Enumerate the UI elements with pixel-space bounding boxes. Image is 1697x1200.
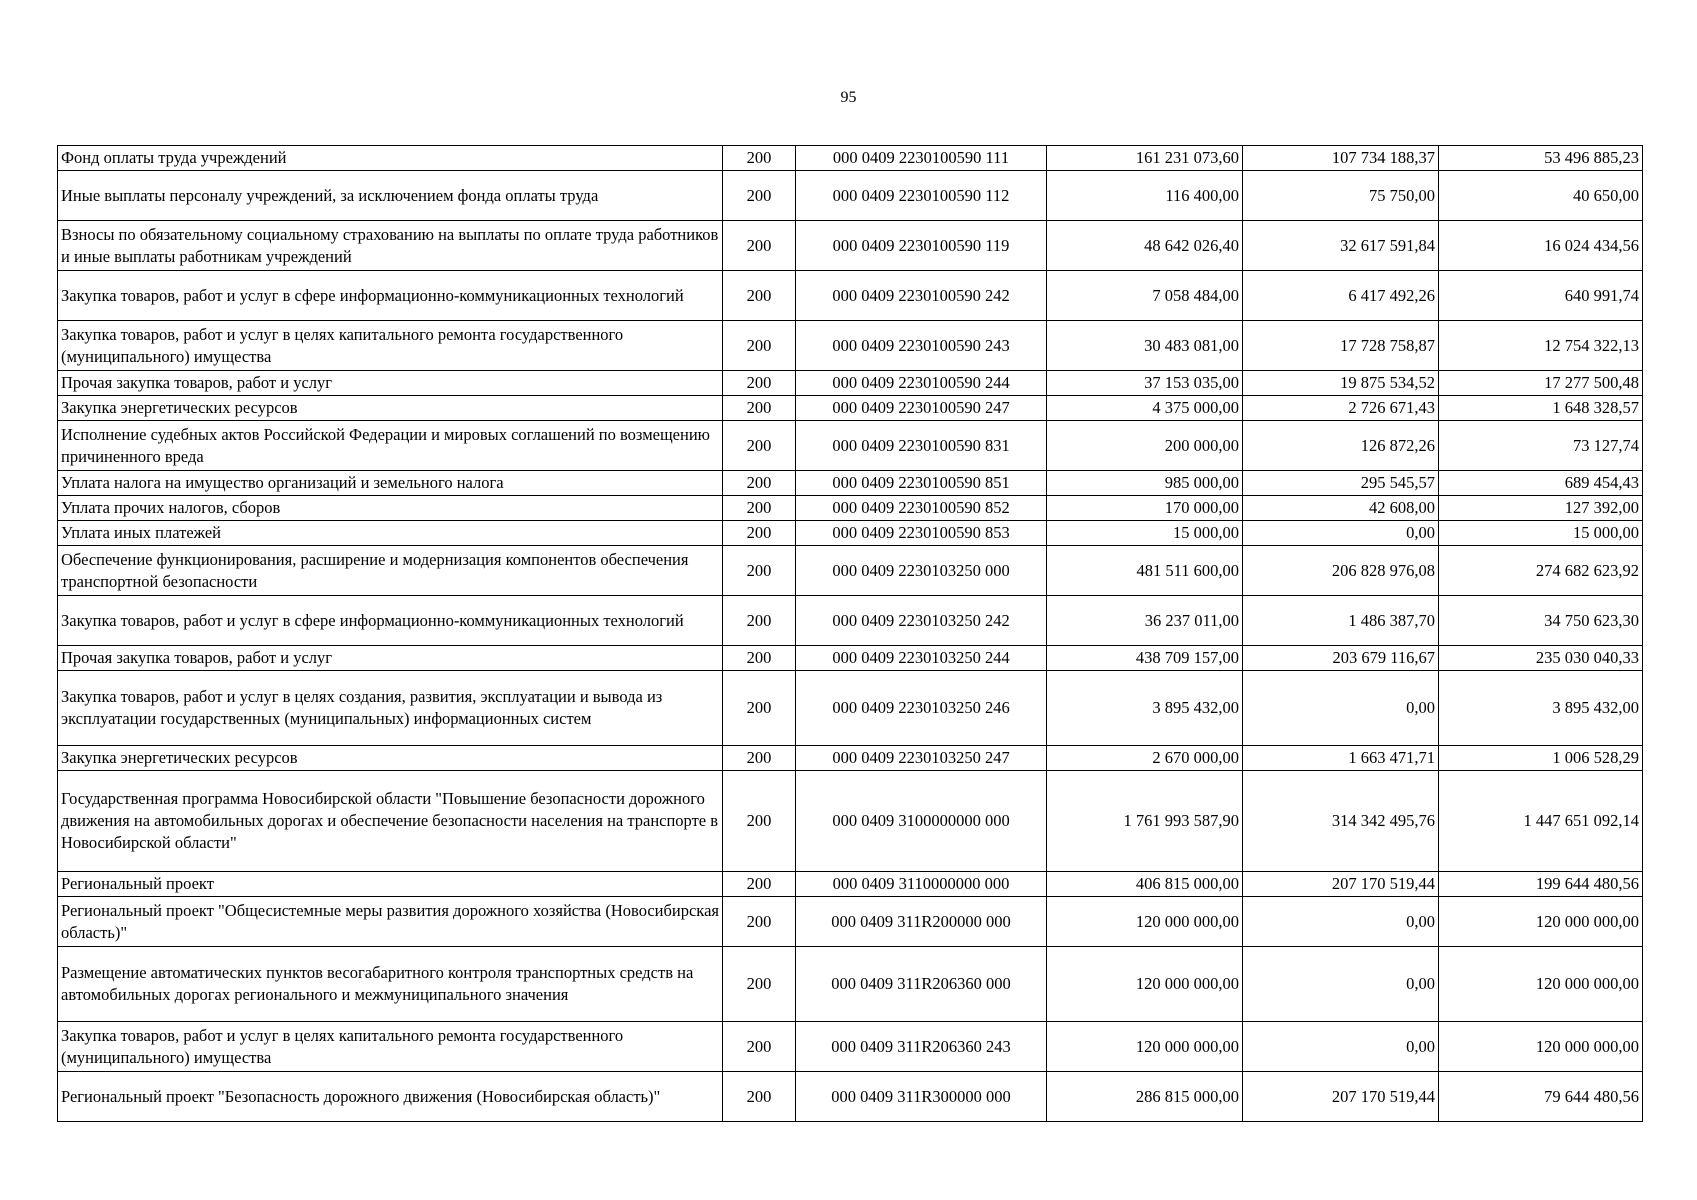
row-executed-amount: 1 663 471,71 bbox=[1243, 746, 1439, 771]
row-classification-code: 000 0409 2230103250 242 bbox=[796, 596, 1047, 646]
table-row bbox=[58, 646, 1643, 671]
row-name: Прочая закупка товаров, работ и услуг bbox=[58, 371, 723, 396]
row-classification-code: 000 0409 2230100590 242 bbox=[796, 271, 1047, 321]
row-classification-code: 000 0409 2230103250 244 bbox=[796, 646, 1047, 671]
row-executed-amount: 107 734 188,37 bbox=[1243, 146, 1439, 171]
row-classification-code: 000 0409 2230100590 119 bbox=[796, 221, 1047, 271]
table-row bbox=[58, 746, 1643, 771]
row-unexecuted-amount: 235 030 040,33 bbox=[1439, 646, 1643, 671]
row-unexecuted-amount: 3 895 432,00 bbox=[1439, 671, 1643, 746]
row-code: 200 bbox=[723, 1022, 796, 1072]
table-row bbox=[58, 171, 1643, 221]
row-approved-amount: 37 153 035,00 bbox=[1047, 371, 1243, 396]
row-unexecuted-amount: 17 277 500,48 bbox=[1439, 371, 1643, 396]
row-classification-code: 000 0409 2230100590 852 bbox=[796, 496, 1047, 521]
row-classification-code: 000 0409 2230103250 247 bbox=[796, 746, 1047, 771]
row-unexecuted-amount: 1 006 528,29 bbox=[1439, 746, 1643, 771]
row-unexecuted-amount: 120 000 000,00 bbox=[1439, 897, 1643, 947]
table-row bbox=[58, 496, 1643, 521]
table-row bbox=[58, 671, 1643, 746]
row-approved-amount: 286 815 000,00 bbox=[1047, 1072, 1243, 1122]
row-unexecuted-amount: 15 000,00 bbox=[1439, 521, 1643, 546]
row-executed-amount: 0,00 bbox=[1243, 947, 1439, 1022]
table-row bbox=[58, 897, 1643, 947]
row-classification-code: 000 0409 2230100590 831 bbox=[796, 421, 1047, 471]
row-name: Иные выплаты персоналу учреждений, за исключением фонда оплаты труда bbox=[58, 171, 723, 221]
row-classification-code: 000 0409 2230100590 112 bbox=[796, 171, 1047, 221]
row-classification-code: 000 0409 2230100590 243 bbox=[796, 321, 1047, 371]
row-code: 200 bbox=[723, 521, 796, 546]
row-executed-amount: 206 828 976,08 bbox=[1243, 546, 1439, 596]
table-row bbox=[58, 596, 1643, 646]
row-approved-amount: 2 670 000,00 bbox=[1047, 746, 1243, 771]
page-number: 95 bbox=[840, 89, 857, 106]
row-code: 200 bbox=[723, 321, 796, 371]
row-code: 200 bbox=[723, 271, 796, 321]
row-name: Уплата налога на имущество организаций и земельного налога bbox=[58, 471, 723, 496]
row-code: 200 bbox=[723, 872, 796, 897]
row-name: Прочая закупка товаров, работ и услуг bbox=[58, 646, 723, 671]
row-unexecuted-amount: 199 644 480,56 bbox=[1439, 872, 1643, 897]
row-code: 200 bbox=[723, 771, 796, 872]
row-code: 200 bbox=[723, 421, 796, 471]
table-row bbox=[58, 1022, 1643, 1072]
row-name: Закупка товаров, работ и услуг в целях создания, развития, эксплуатации и вывода из эксплуатации государственных (муниципальных) информационных систем bbox=[58, 671, 723, 746]
row-code: 200 bbox=[723, 371, 796, 396]
row-name: Государственная программа Новосибирской области "Повышение безопасности дорожного движения на автомобильных дорогах и обеспечение безопасности населения на транспорте в Новосибирской области" bbox=[58, 771, 723, 872]
row-code: 200 bbox=[723, 947, 796, 1022]
row-approved-amount: 170 000,00 bbox=[1047, 496, 1243, 521]
row-code: 200 bbox=[723, 146, 796, 171]
row-approved-amount: 3 895 432,00 bbox=[1047, 671, 1243, 746]
row-approved-amount: 1 761 993 587,90 bbox=[1047, 771, 1243, 872]
row-executed-amount: 314 342 495,76 bbox=[1243, 771, 1439, 872]
row-executed-amount: 295 545,57 bbox=[1243, 471, 1439, 496]
row-executed-amount: 6 417 492,26 bbox=[1243, 271, 1439, 321]
row-classification-code: 000 0409 3100000000 000 bbox=[796, 771, 1047, 872]
row-executed-amount: 126 872,26 bbox=[1243, 421, 1439, 471]
row-code: 200 bbox=[723, 1072, 796, 1122]
row-code: 200 bbox=[723, 671, 796, 746]
row-approved-amount: 438 709 157,00 bbox=[1047, 646, 1243, 671]
row-unexecuted-amount: 16 024 434,56 bbox=[1439, 221, 1643, 271]
row-unexecuted-amount: 73 127,74 bbox=[1439, 421, 1643, 471]
table-row bbox=[58, 947, 1643, 1022]
row-classification-code: 000 0409 2230100590 111 bbox=[796, 146, 1047, 171]
row-classification-code: 000 0409 2230103250 246 bbox=[796, 671, 1047, 746]
row-classification-code: 000 0409 311R206360 000 bbox=[796, 947, 1047, 1022]
row-approved-amount: 120 000 000,00 bbox=[1047, 1022, 1243, 1072]
row-name: Исполнение судебных актов Российской Федерации и мировых соглашений по возмещению причиненного вреда bbox=[58, 421, 723, 471]
table-row bbox=[58, 221, 1643, 271]
row-unexecuted-amount: 120 000 000,00 bbox=[1439, 1022, 1643, 1072]
row-code: 200 bbox=[723, 646, 796, 671]
row-name: Закупка энергетических ресурсов bbox=[58, 746, 723, 771]
row-classification-code: 000 0409 311R300000 000 bbox=[796, 1072, 1047, 1122]
row-executed-amount: 207 170 519,44 bbox=[1243, 872, 1439, 897]
row-approved-amount: 161 231 073,60 bbox=[1047, 146, 1243, 171]
table-row bbox=[58, 872, 1643, 897]
row-approved-amount: 120 000 000,00 bbox=[1047, 947, 1243, 1022]
row-classification-code: 000 0409 3110000000 000 bbox=[796, 872, 1047, 897]
row-classification-code: 000 0409 2230100590 853 bbox=[796, 521, 1047, 546]
budget-execution-table bbox=[57, 145, 1643, 1122]
row-name: Закупка энергетических ресурсов bbox=[58, 396, 723, 421]
row-name: Закупка товаров, работ и услуг в сфере информационно-коммуникационных технологий bbox=[58, 271, 723, 321]
row-code: 200 bbox=[723, 546, 796, 596]
row-classification-code: 000 0409 311R200000 000 bbox=[796, 897, 1047, 947]
row-approved-amount: 406 815 000,00 bbox=[1047, 872, 1243, 897]
row-executed-amount: 1 486 387,70 bbox=[1243, 596, 1439, 646]
row-code: 200 bbox=[723, 496, 796, 521]
row-approved-amount: 15 000,00 bbox=[1047, 521, 1243, 546]
row-unexecuted-amount: 127 392,00 bbox=[1439, 496, 1643, 521]
row-executed-amount: 203 679 116,67 bbox=[1243, 646, 1439, 671]
row-executed-amount: 17 728 758,87 bbox=[1243, 321, 1439, 371]
table-row bbox=[58, 1072, 1643, 1122]
row-name: Обеспечение функционирования, расширение и модернизация компонентов обеспечения транспортной безопасности bbox=[58, 546, 723, 596]
row-name: Уплата прочих налогов, сборов bbox=[58, 496, 723, 521]
row-code: 200 bbox=[723, 221, 796, 271]
row-name: Региональный проект bbox=[58, 872, 723, 897]
row-executed-amount: 75 750,00 bbox=[1243, 171, 1439, 221]
row-name: Взносы по обязательному социальному страхованию на выплаты по оплате труда работников и иные выплаты работникам учреждений bbox=[58, 221, 723, 271]
row-approved-amount: 120 000 000,00 bbox=[1047, 897, 1243, 947]
row-code: 200 bbox=[723, 396, 796, 421]
row-approved-amount: 116 400,00 bbox=[1047, 171, 1243, 221]
row-unexecuted-amount: 120 000 000,00 bbox=[1439, 947, 1643, 1022]
row-unexecuted-amount: 34 750 623,30 bbox=[1439, 596, 1643, 646]
table-row bbox=[58, 396, 1643, 421]
table-row bbox=[58, 546, 1643, 596]
table-row bbox=[58, 371, 1643, 396]
row-code: 200 bbox=[723, 171, 796, 221]
row-code: 200 bbox=[723, 897, 796, 947]
row-approved-amount: 4 375 000,00 bbox=[1047, 396, 1243, 421]
row-classification-code: 000 0409 2230100590 851 bbox=[796, 471, 1047, 496]
row-classification-code: 000 0409 2230103250 000 bbox=[796, 546, 1047, 596]
row-name: Размещение автоматических пунктов весогабаритного контроля транспортных средств на автомобильных дорогах регионального и межмуниципального значения bbox=[58, 947, 723, 1022]
row-name: Закупка товаров, работ и услуг в сфере информационно-коммуникационных технологий bbox=[58, 596, 723, 646]
row-unexecuted-amount: 53 496 885,23 bbox=[1439, 146, 1643, 171]
row-name: Уплата иных платежей bbox=[58, 521, 723, 546]
row-classification-code: 000 0409 2230100590 244 bbox=[796, 371, 1047, 396]
row-code: 200 bbox=[723, 471, 796, 496]
row-executed-amount: 0,00 bbox=[1243, 897, 1439, 947]
row-unexecuted-amount: 689 454,43 bbox=[1439, 471, 1643, 496]
row-executed-amount: 42 608,00 bbox=[1243, 496, 1439, 521]
row-name: Закупка товаров, работ и услуг в целях капитального ремонта государственного (муниципального) имущества bbox=[58, 321, 723, 371]
row-name: Фонд оплаты труда учреждений bbox=[58, 146, 723, 171]
table-row bbox=[58, 521, 1643, 546]
row-classification-code: 000 0409 2230100590 247 bbox=[796, 396, 1047, 421]
row-name: Региональный проект "Безопасность дорожного движения (Новосибирская область)" bbox=[58, 1072, 723, 1122]
row-approved-amount: 481 511 600,00 bbox=[1047, 546, 1243, 596]
row-executed-amount: 32 617 591,84 bbox=[1243, 221, 1439, 271]
row-code: 200 bbox=[723, 596, 796, 646]
row-executed-amount: 2 726 671,43 bbox=[1243, 396, 1439, 421]
table-row bbox=[58, 321, 1643, 371]
row-unexecuted-amount: 274 682 623,92 bbox=[1439, 546, 1643, 596]
row-name: Региональный проект "Общесистемные меры развития дорожного хозяйства (Новосибирская область)" bbox=[58, 897, 723, 947]
row-executed-amount: 0,00 bbox=[1243, 1022, 1439, 1072]
row-unexecuted-amount: 40 650,00 bbox=[1439, 171, 1643, 221]
table-body bbox=[58, 146, 1643, 1122]
row-approved-amount: 200 000,00 bbox=[1047, 421, 1243, 471]
row-unexecuted-amount: 640 991,74 bbox=[1439, 271, 1643, 321]
table-row bbox=[58, 421, 1643, 471]
row-executed-amount: 19 875 534,52 bbox=[1243, 371, 1439, 396]
row-unexecuted-amount: 1 447 651 092,14 bbox=[1439, 771, 1643, 872]
table-row bbox=[58, 471, 1643, 496]
row-name: Закупка товаров, работ и услуг в целях капитального ремонта государственного (муниципального) имущества bbox=[58, 1022, 723, 1072]
row-executed-amount: 0,00 bbox=[1243, 671, 1439, 746]
row-unexecuted-amount: 1 648 328,57 bbox=[1439, 396, 1643, 421]
row-unexecuted-amount: 12 754 322,13 bbox=[1439, 321, 1643, 371]
table-row bbox=[58, 771, 1643, 872]
table-row bbox=[58, 271, 1643, 321]
row-classification-code: 000 0409 311R206360 243 bbox=[796, 1022, 1047, 1072]
row-executed-amount: 0,00 bbox=[1243, 521, 1439, 546]
row-approved-amount: 48 642 026,40 bbox=[1047, 221, 1243, 271]
row-code: 200 bbox=[723, 746, 796, 771]
row-unexecuted-amount: 79 644 480,56 bbox=[1439, 1072, 1643, 1122]
table-row bbox=[58, 146, 1643, 171]
row-approved-amount: 36 237 011,00 bbox=[1047, 596, 1243, 646]
row-approved-amount: 7 058 484,00 bbox=[1047, 271, 1243, 321]
row-approved-amount: 985 000,00 bbox=[1047, 471, 1243, 496]
row-approved-amount: 30 483 081,00 bbox=[1047, 321, 1243, 371]
row-executed-amount: 207 170 519,44 bbox=[1243, 1072, 1439, 1122]
